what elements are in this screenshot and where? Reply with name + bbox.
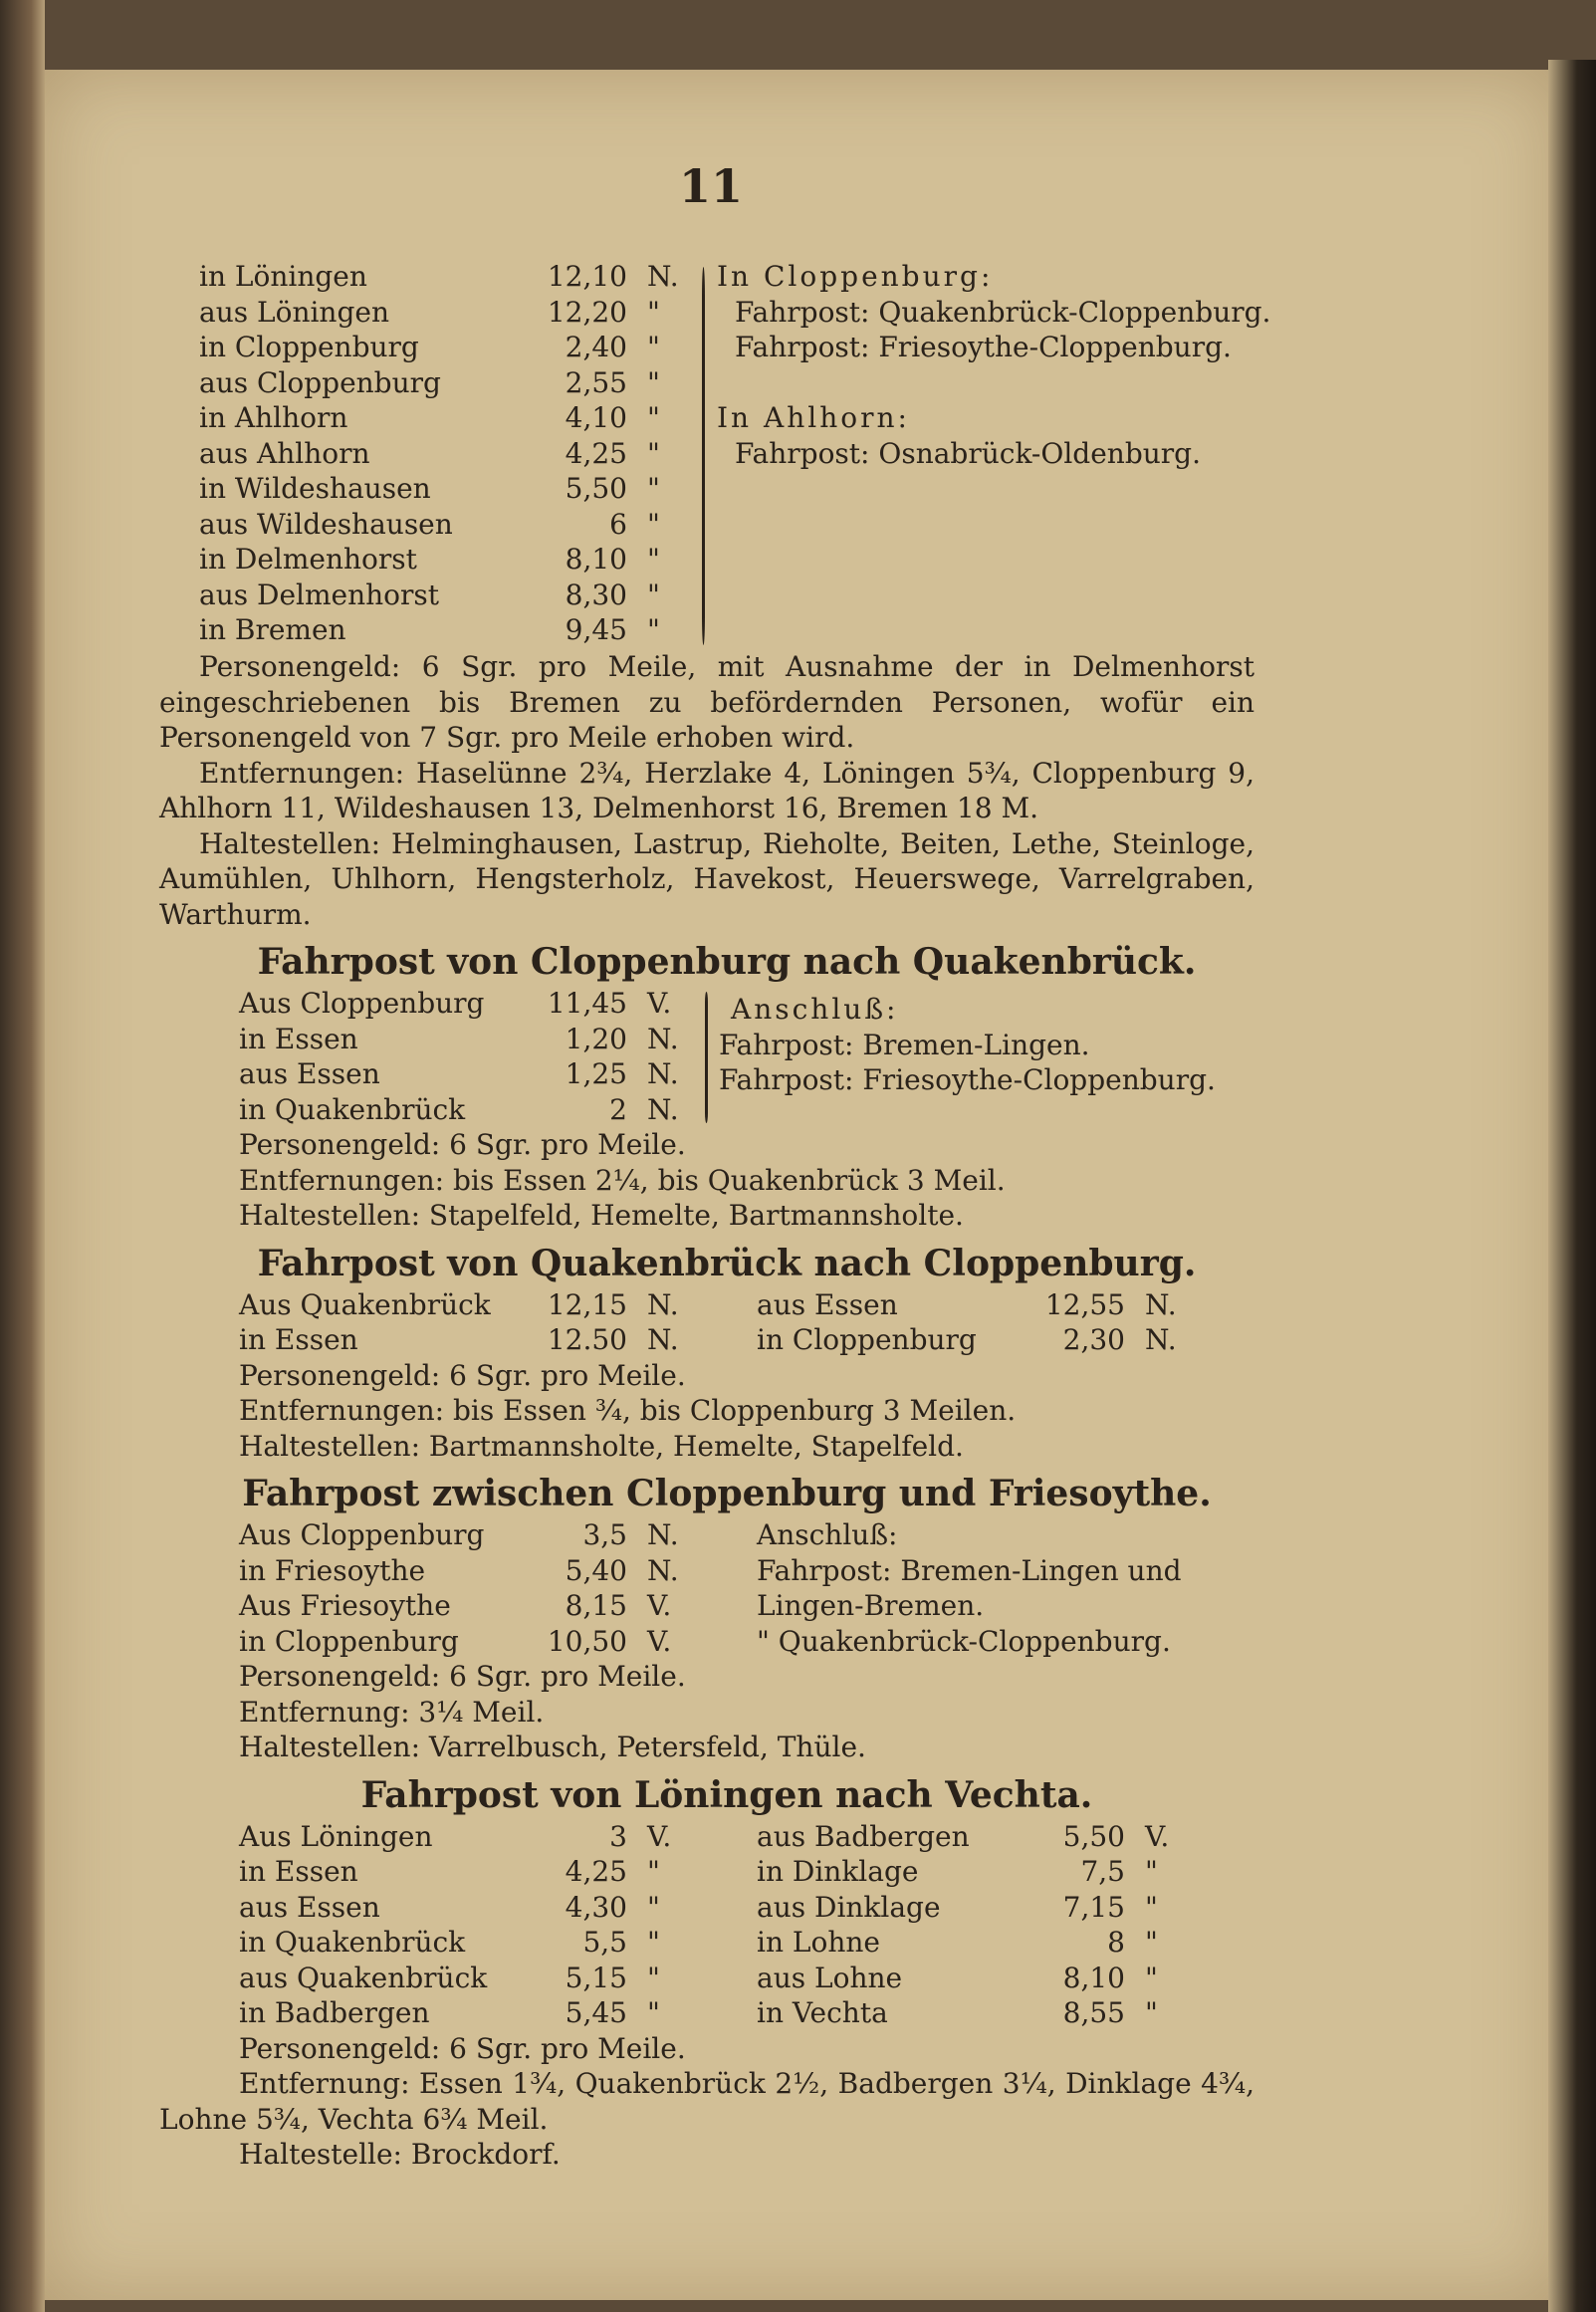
section-heading: Fahrpost von Quakenbrück nach Cloppenburg. [257,1242,1197,1284]
timetable-row [199,612,717,648]
time-unit: V. [1145,1819,1170,1853]
connection-line: Fahrpost: Friesoythe-Cloppenburg. [735,331,1232,363]
departure-time: 5,15 [565,1961,627,1994]
connection-line: Lingen-Bremen. [757,1589,985,1622]
departure-time: 11,45 [547,987,627,1020]
book-spine [0,0,45,2312]
place-name: Aus Cloppenburg [239,1518,485,1551]
timetable-row [239,1961,1254,1996]
time-unit: " [647,613,660,646]
place-name: Aus Quakenbrück [239,1287,491,1321]
time-unit: " [647,295,660,329]
timetable-row [199,507,717,543]
stops-note: Haltestellen: Varrelbusch, Petersfeld, Thüle. [239,1731,866,1763]
time-unit: " [647,436,660,470]
departure-time: 5,50 [565,472,627,505]
place-name: in Cloppenburg [199,331,419,363]
departure-time: 3,5 [582,1518,627,1551]
place-name: in Quakenbrück [239,1092,466,1126]
fare-note: Personengeld: 6 Sgr. pro Meile. [239,2031,686,2065]
time-unit: " [647,1890,660,1924]
timetable-row [239,1588,1254,1624]
timetable-rows [239,1287,1254,1358]
timetable-row [239,1322,1254,1358]
time-unit: V. [647,1589,672,1622]
connection-line: Anschluß: [731,993,899,1026]
place-name: aus Wildeshausen [199,507,453,541]
connection-line: Fahrpost: Friesoythe-Cloppenburg. [719,1063,1216,1096]
departure-time: 1,20 [565,1022,627,1055]
section-heading: Fahrpost von Löningen nach Vechta. [360,1773,1093,1816]
schedule-block-2 [199,986,1254,1127]
time-unit: " [647,578,660,611]
distance-note: Entfernung: Essen 1¾, Quakenbrück 2½, Badbergen 3¼, Dinklage 4¾, Lohne 5¾, Vechta 6¾ Meil. [159,2067,1254,2136]
departure-time: 12,20 [547,295,627,329]
time-unit: N. [647,1022,679,1055]
place-name: in Friesoythe [239,1553,426,1587]
timetable-row [239,1092,717,1128]
departure-time: 10,50 [547,1624,627,1658]
place-name: aus Löningen [199,295,389,329]
connection-line: Fahrpost: Quakenbrück-Cloppenburg. [735,295,1271,329]
departure-time: 4,30 [565,1890,627,1924]
schedule-block-1 [199,259,1271,649]
timetable-row [199,295,717,331]
connection-line: In Ahlhorn: [717,401,910,434]
departure-time: 8,55 [1062,1996,1125,2029]
departure-time: 9,45 [565,613,627,646]
section-heading: Fahrpost von Cloppenburg nach Quakenbrück. [257,941,1197,983]
time-unit: " [647,472,660,505]
departure-time: 2,55 [565,365,627,399]
connection-line: Fahrpost: Osnabrück-Oldenburg. [735,436,1201,470]
time-unit: " [647,365,660,399]
departure-time: 8 [1107,1926,1125,1959]
timetable-row [199,400,717,436]
timetable-row [239,1890,1254,1926]
page-content [159,159,1271,2173]
departure-time: 3 [609,1819,627,1853]
time-unit: N. [647,260,679,293]
time-unit: " [1145,1926,1158,1959]
departure-time: 8,30 [565,578,627,611]
time-unit: N. [1145,1287,1177,1321]
timetable-row [239,1056,717,1092]
departure-time: 5,50 [1062,1819,1125,1853]
timetable-row [199,259,717,295]
time-unit: " [1145,1996,1158,2029]
place-name: aus Dinklage [757,1890,941,1924]
timetable-row [239,1022,717,1057]
time-unit: " [647,507,660,541]
place-name: in Essen [239,1855,358,1888]
connection-line: Anschluß: [757,1518,898,1551]
distance-note: Entfernungen: Haselünne 2¾, Herzlake 4, Löningen 5¾, Cloppenburg 9, Ahlhorn 11, Wildeshausen 13, Delmenhorst 16, Bremen 18 M. [159,756,1254,824]
time-unit: N. [647,1553,679,1587]
place-name: aus Essen [239,1057,380,1090]
departure-time: 5,45 [565,1996,627,2029]
timetable-row [239,986,717,1022]
timetable-row [199,578,717,613]
timetable-row [239,1517,1254,1553]
departure-time: 7,15 [1062,1890,1125,1924]
timetable-row [239,1287,1254,1323]
stops-note: Haltestellen: Bartmannsholte, Hemelte, Stapelfeld. [239,1429,964,1463]
place-name: Aus Löningen [239,1819,433,1853]
connection-line: Fahrpost: Bremen-Lingen. [719,1028,1090,1061]
place-name: aus Cloppenburg [199,365,441,399]
connection-note [717,259,1271,471]
time-unit: " [647,1855,660,1888]
page-edge [1548,60,1596,2312]
time-unit: " [647,401,660,434]
fare-note: Personengeld: 6 Sgr. pro Meile, mit Ausnahme der in Delmenhorst eingeschriebenen bis Bremen zu befördernden Personen, wofür ein Personengeld von 7 Sgr. pro Meile erhoben wird. [159,650,1254,754]
time-unit: N. [647,1057,679,1090]
connection-line: Fahrpost: Bremen-Lingen und [757,1553,1182,1587]
time-unit: N. [647,1092,679,1126]
departure-time: 4,25 [565,436,627,470]
place-name: in Delmenhorst [199,543,417,576]
time-unit: " [1145,1961,1158,1994]
departure-time: 12.50 [547,1323,627,1356]
time-unit: N. [647,1518,679,1551]
brace [702,267,705,645]
timetable-row [199,471,717,507]
timetable-row [239,1925,1254,1961]
place-name: in Essen [239,1022,358,1055]
place-name: in Cloppenburg [239,1624,459,1658]
time-unit: V. [647,1624,672,1658]
timetable-row [199,330,717,365]
time-unit: N. [1145,1323,1177,1356]
timetable-row [199,436,717,472]
timetable-rows [199,259,717,648]
distance-note: Entfernung: 3¼ Meil. [239,1695,545,1729]
time-unit: V. [647,1819,672,1853]
connection-line: " Quakenbrück-Cloppenburg. [757,1624,1171,1658]
fare-note: Personengeld: 6 Sgr. pro Meile. [239,1128,686,1161]
timetable-row [239,1819,1254,1855]
place-name: aus Essen [757,1287,898,1321]
place-name: in Cloppenburg [757,1323,977,1356]
place-name: in Bremen [199,613,346,646]
time-unit: V. [647,987,672,1020]
stops-note: Haltestellen: Helminghausen, Lastrup, Rieholte, Beiten, Lethe, Steinloge, Aumühlen, Uhlhorn, Hengsterholz, Havekost, Heuerswege, Varrelgraben, Warthurm. [159,826,1254,931]
time-unit: " [647,331,660,363]
departure-time: 5,5 [582,1926,627,1959]
time-unit: " [1145,1855,1158,1888]
place-name: in Löningen [199,260,367,293]
time-unit: " [647,1926,660,1959]
time-unit: N. [647,1287,679,1321]
place-name: aus Delmenhorst [199,578,440,611]
brace [705,992,708,1123]
distance-note: Entfernungen: bis Essen ¾, bis Cloppenburg 3 Meilen. [239,1394,1017,1427]
departure-time: 12,15 [547,1287,627,1321]
departure-time: 6 [609,507,627,541]
timetable-rows [239,1517,1254,1659]
timetable-row [239,1854,1254,1890]
departure-time: 2,40 [565,331,627,363]
section-heading: Fahrpost zwischen Cloppenburg und Friesoythe. [242,1473,1212,1514]
place-name: aus Badbergen [757,1819,970,1853]
place-name: in Dinklage [757,1855,919,1888]
fare-note: Personengeld: 6 Sgr. pro Meile. [239,1660,686,1693]
departure-time: 8,10 [1062,1961,1125,1994]
place-name: in Badbergen [239,1996,430,2029]
time-unit: N. [647,1323,679,1356]
timetable-row [239,1995,1254,2031]
departure-time: 2 [609,1092,627,1126]
time-unit: " [647,1961,660,1994]
departure-time: 7,5 [1080,1855,1125,1888]
departure-time: 1,25 [565,1057,627,1090]
connection-line: In Cloppenburg: [717,260,994,293]
place-name: in Quakenbrück [239,1926,466,1959]
place-name: aus Lohne [757,1961,903,1994]
departure-time: 4,10 [565,401,627,434]
distance-note: Entfernungen: bis Essen 2¼, bis Quakenbrück 3 Meil. [239,1163,1006,1197]
place-name: aus Essen [239,1890,380,1924]
place-name: in Ahlhorn [199,401,348,434]
place-name: Aus Cloppenburg [239,987,485,1020]
time-unit: " [647,543,660,576]
stops-note: Haltestellen: Stapelfeld, Hemelte, Bartmannsholte. [239,1199,964,1232]
place-name: in Lohne [757,1926,880,1959]
fare-note: Personengeld: 6 Sgr. pro Meile. [239,1358,686,1392]
departure-time: 8,15 [565,1589,627,1622]
place-name: in Essen [239,1323,358,1356]
place-name: in Vechta [757,1996,888,2029]
place-name: Aus Friesoythe [239,1589,451,1622]
place-name: aus Ahlhorn [199,436,370,470]
timetable-row [239,1624,1254,1660]
place-name: aus Quakenbrück [239,1961,488,1994]
timetable-row [199,542,717,578]
departure-time: 4,25 [565,1855,627,1888]
timetable-row [239,1553,1254,1589]
timetable-rows [239,1819,1254,2031]
place-name: in Wildeshausen [199,472,431,505]
departure-time: 5,40 [565,1553,627,1587]
connection-note [719,992,1216,1098]
time-unit: " [1145,1890,1158,1924]
stops-note: Haltestelle: Brockdorf. [239,2138,561,2171]
departure-time: 8,10 [565,543,627,576]
departure-time: 12,55 [1044,1287,1125,1321]
departure-time: 12,10 [547,260,627,293]
timetable-rows [239,986,717,1127]
time-unit: " [647,1996,660,2029]
departure-time: 2,30 [1062,1323,1125,1356]
timetable-row [199,365,717,401]
page-number: 11 [679,159,744,213]
